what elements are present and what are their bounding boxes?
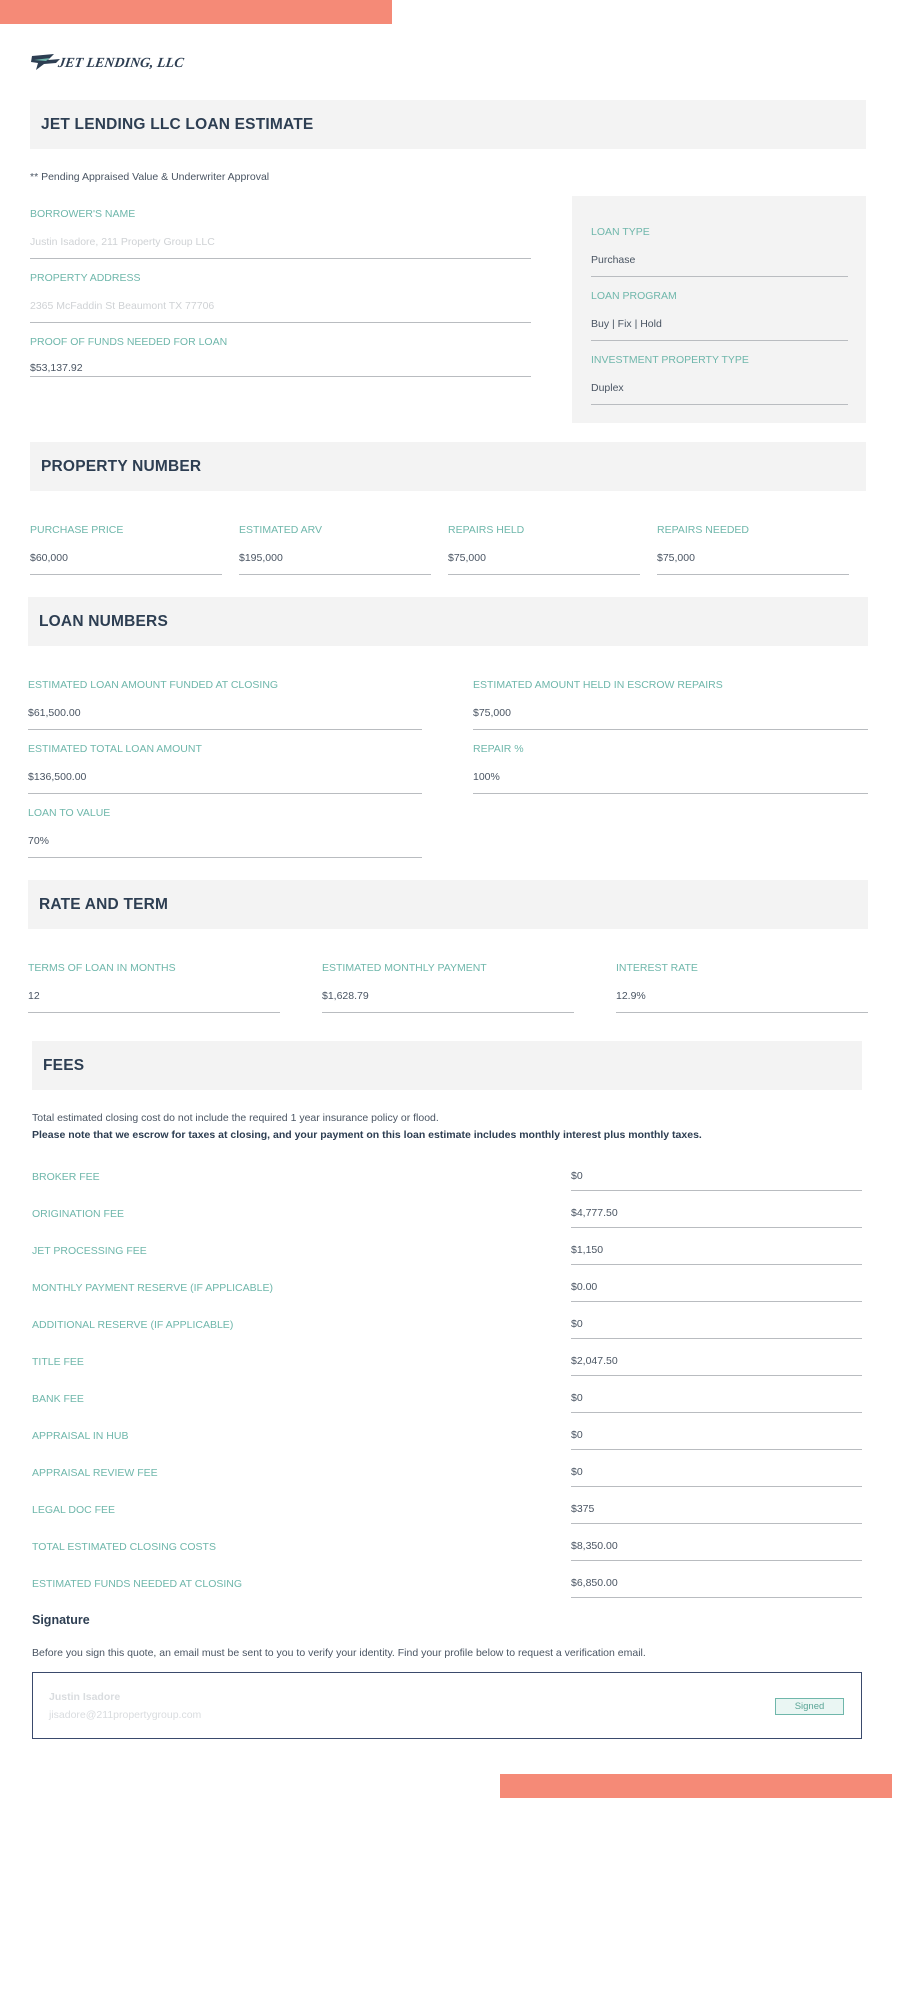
fee-divider (571, 1227, 862, 1228)
fee-row-broker (32, 1164, 862, 1201)
property-address-label: PROPERTY ADDRESS (30, 272, 141, 284)
page-title: JET LENDING LLC LOAN ESTIMATE (41, 115, 314, 133)
fee-value[interactable]: $0 (571, 1466, 583, 1478)
fee-divider (571, 1264, 862, 1265)
fee-divider (571, 1338, 862, 1339)
fee-row-funds-needed (32, 1571, 862, 1608)
repairs-needed-field[interactable] (657, 524, 849, 575)
signer-name: Justin Isadore (49, 1691, 121, 1703)
estimated-arv-field[interactable] (239, 524, 431, 575)
fee-value[interactable]: $2,047.50 (571, 1355, 618, 1367)
purchase-price-label: PURCHASE PRICE (30, 524, 124, 536)
loan-program-value: Buy | Fix | Hold (591, 318, 662, 330)
fee-value[interactable]: $8,350.00 (571, 1540, 618, 1552)
property-type-field[interactable] (591, 354, 848, 405)
fee-value[interactable]: $0 (571, 1170, 583, 1182)
fee-divider (571, 1412, 862, 1413)
proof-of-funds-field[interactable] (30, 336, 531, 377)
loan-funded-value: $61,500.00 (28, 707, 81, 719)
borrower-name-value: Justin Isadore, 211 Property Group LLC (30, 236, 215, 248)
signer-profile-card[interactable] (32, 1672, 862, 1739)
escrow-taxes-note: Please note that we escrow for taxes at closing, and your payment on this loan estimate includes monthly interest plus monthly taxes. (32, 1129, 702, 1141)
total-loan-amount-field[interactable] (28, 743, 422, 794)
fees-title: FEES (43, 1056, 85, 1074)
fee-label: ESTIMATED FUNDS NEEDED AT CLOSING (32, 1578, 243, 1590)
fee-divider (571, 1301, 862, 1302)
loan-program-label: LOAN PROGRAM (591, 290, 677, 302)
loan-funded-label: ESTIMATED LOAN AMOUNT FUNDED AT CLOSING (28, 679, 279, 691)
interest-rate-label: INTEREST RATE (616, 962, 698, 974)
borrower-name-label: BORROWER'S NAME (30, 208, 136, 220)
pending-approval-note: ** Pending Appraised Value & Underwriter Approval (30, 171, 270, 183)
signature-title: Signature (32, 1613, 90, 1627)
monthly-payment-value: $1,628.79 (322, 990, 369, 1002)
fee-value[interactable]: $4,777.50 (571, 1207, 618, 1219)
fee-value[interactable]: $0.00 (571, 1281, 598, 1293)
fee-label: BROKER FEE (32, 1171, 100, 1183)
signature-note: Before you sign this quote, an email must be sent to you to verify your identity. Find your profile below to request a verification email. (32, 1647, 646, 1659)
monthly-payment-label: ESTIMATED MONTHLY PAYMENT (322, 962, 487, 974)
insurance-note: Total estimated closing cost do not include the required 1 year insurance policy or flood. (32, 1112, 439, 1124)
fee-divider (571, 1375, 862, 1376)
signer-email: jisadore@211propertygroup.com (49, 1709, 202, 1721)
loan-details-panel (572, 196, 866, 423)
escrow-repairs-label: ESTIMATED AMOUNT HELD IN ESCROW REPAIRS (473, 679, 723, 691)
monthly-payment-field[interactable] (322, 962, 574, 1013)
fee-row-jet-processing (32, 1238, 862, 1275)
property-type-label: INVESTMENT PROPERTY TYPE (591, 354, 749, 366)
loan-term-value: 12 (28, 990, 40, 1002)
fee-row-legal-doc (32, 1497, 862, 1534)
repairs-needed-label: REPAIRS NEEDED (657, 524, 749, 536)
fee-value[interactable]: $1,150 (571, 1244, 604, 1256)
property-type-value: Duplex (591, 382, 624, 394)
proof-of-funds-value: $53,137.92 (30, 362, 83, 374)
fee-label: MONTHLY PAYMENT RESERVE (IF APPLICABLE) (32, 1282, 273, 1294)
fee-label: ADDITIONAL RESERVE (IF APPLICABLE) (32, 1319, 234, 1331)
loan-term-field[interactable] (28, 962, 280, 1013)
fee-divider (571, 1449, 862, 1450)
loan-estimate-header (30, 100, 866, 149)
fee-value[interactable]: $0 (571, 1392, 583, 1404)
property-address-value: 2365 McFaddin St Beaumont TX 77706 (30, 300, 215, 312)
loan-funded-field[interactable] (28, 679, 422, 730)
loan-type-field[interactable] (591, 226, 848, 277)
total-loan-amount-label: ESTIMATED TOTAL LOAN AMOUNT (28, 743, 202, 755)
loan-to-value-label: LOAN TO VALUE (28, 807, 111, 819)
loan-to-value-field[interactable] (28, 807, 422, 858)
fee-row-title (32, 1349, 862, 1386)
fee-row-origination (32, 1201, 862, 1238)
repair-percent-label: REPAIR % (473, 743, 524, 755)
estimated-arv-label: ESTIMATED ARV (239, 524, 323, 536)
loan-numbers-title: LOAN NUMBERS (39, 612, 168, 630)
repairs-held-label: REPAIRS HELD (448, 524, 525, 536)
fee-value[interactable]: $0 (571, 1429, 583, 1441)
fee-label: BANK FEE (32, 1393, 84, 1405)
borrower-name-field[interactable] (30, 208, 531, 259)
property-address-field[interactable] (30, 272, 531, 323)
fee-divider (571, 1523, 862, 1524)
signed-button[interactable]: Signed (775, 1698, 844, 1715)
loan-type-label: LOAN TYPE (591, 226, 650, 238)
fees-header (32, 1041, 862, 1090)
total-loan-amount-value: $136,500.00 (28, 771, 87, 783)
fee-label: ORIGINATION FEE (32, 1208, 124, 1220)
fee-divider (571, 1560, 862, 1561)
fee-label: JET PROCESSING FEE (32, 1245, 147, 1257)
loan-numbers-header (28, 597, 868, 646)
loan-to-value-value: 70% (28, 835, 50, 847)
repair-percent-value: 100% (473, 771, 500, 783)
loan-term-label: TERMS OF LOAN IN MONTHS (28, 962, 176, 974)
repairs-held-value: $75,000 (448, 552, 486, 564)
interest-rate-field[interactable] (616, 962, 868, 1013)
fee-row-appraisal-review (32, 1460, 862, 1497)
property-number-title: PROPERTY NUMBER (41, 457, 202, 475)
fee-divider (571, 1190, 862, 1191)
loan-program-field[interactable] (591, 290, 848, 341)
bottom-accent-bar (500, 1774, 892, 1798)
fee-divider (571, 1486, 862, 1487)
rate-and-term-header (28, 880, 868, 929)
fee-row-total-closing (32, 1534, 862, 1571)
interest-rate-value: 12.9% (616, 990, 646, 1002)
fee-label: APPRAISAL IN HUB (32, 1430, 129, 1442)
fee-label: TITLE FEE (32, 1356, 84, 1368)
fee-label: TOTAL ESTIMATED CLOSING COSTS (32, 1541, 216, 1553)
rate-and-term-title: RATE AND TERM (39, 895, 169, 913)
fee-value[interactable]: $6,850.00 (571, 1577, 618, 1589)
loan-type-value: Purchase (591, 254, 636, 266)
fee-row-additional-reserve (32, 1312, 862, 1349)
repair-percent-field[interactable] (473, 743, 868, 794)
purchase-price-value: $60,000 (30, 552, 68, 564)
top-accent-bar (0, 0, 392, 24)
repairs-needed-value: $75,000 (657, 552, 695, 564)
escrow-repairs-value: $75,000 (473, 707, 511, 719)
property-number-header (30, 442, 866, 491)
escrow-repairs-field[interactable] (473, 679, 868, 730)
fee-label: LEGAL DOC FEE (32, 1504, 116, 1516)
jet-lending-logo (30, 50, 185, 76)
fee-value[interactable]: $375 (571, 1503, 595, 1515)
fee-value[interactable]: $0 (571, 1318, 583, 1330)
fee-divider (571, 1597, 862, 1598)
repairs-held-field[interactable] (448, 524, 640, 575)
svg-text:JET LENDING, LLC: JET LENDING, LLC (57, 55, 185, 71)
fee-row-appraisal-hub (32, 1423, 862, 1460)
estimated-arv-value: $195,000 (239, 552, 283, 564)
fee-label: APPRAISAL REVIEW FEE (32, 1467, 158, 1479)
fee-row-bank (32, 1386, 862, 1423)
purchase-price-field[interactable] (30, 524, 222, 575)
proof-of-funds-label: PROOF OF FUNDS NEEDED FOR LOAN (30, 336, 228, 348)
fee-row-payment-reserve (32, 1275, 862, 1312)
